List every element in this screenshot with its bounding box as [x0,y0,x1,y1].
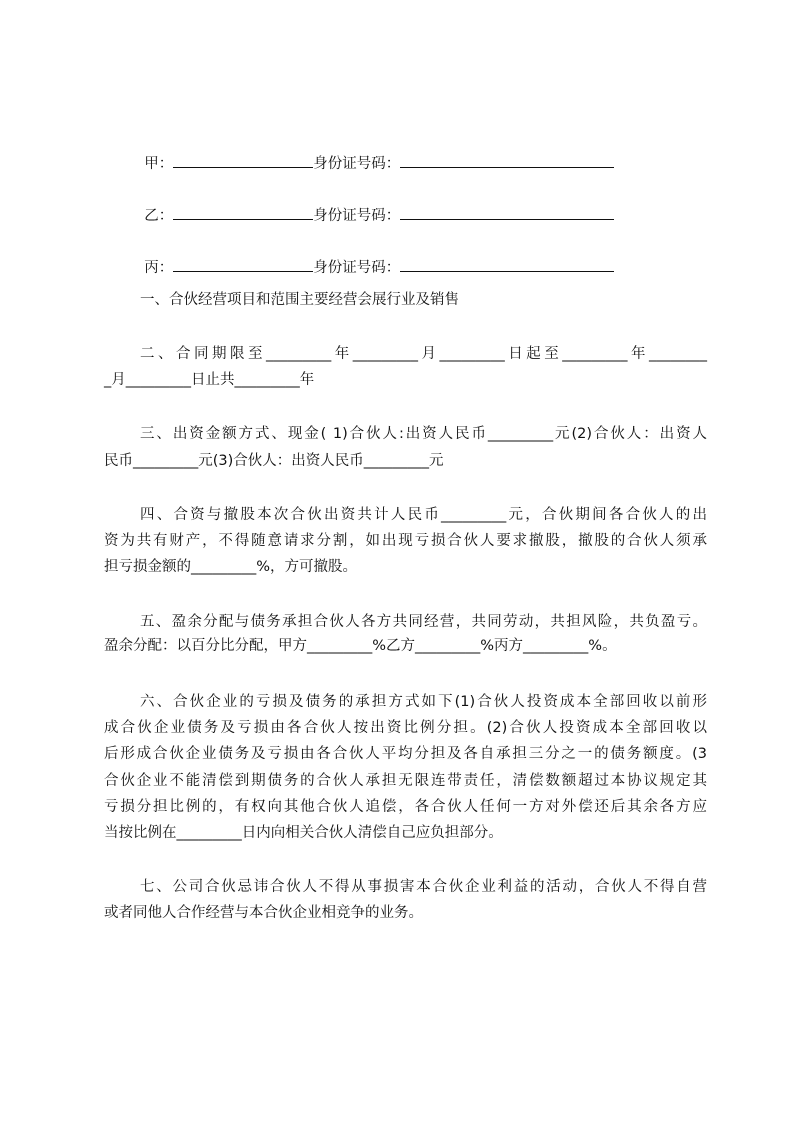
text-line: 当按比例在_________日内向相关合伙人清偿自己应负担部分。 [104,825,503,841]
text-line: 或者同他人合作经营与本合伙企业相竞争的业务。 [104,905,423,921]
id-label: 身份证号码： [313,156,401,172]
text-line: 一、合伙经营项目和范围主要经营会展行业及销售 [140,292,459,308]
name-blank[interactable] [173,152,313,168]
text-line: 担亏损金额的_________%，方可撤股。 [104,559,358,575]
id-blank[interactable] [400,256,614,272]
text-line: 盈余分配：以百分比分配，甲方_________%乙方_________%丙方_________%。 [104,638,617,654]
text-line: 亏损分担比例的，有权向其他合伙人追偿，各合伙人任何一方对外偿还后其余各方应 [104,799,707,815]
id-label: 身份证号码： [313,260,401,276]
party-yi [135,184,614,224]
text-line: 合伙企业不能清偿到期债务的合伙人承担无限连带责任，清偿数额超过本协议规定其 [104,773,707,789]
text-line: 后形成合伙企业债务及亏损由各合伙人平均分担及各自承担三分之一的债务额度。(3 [104,746,707,762]
id-blank[interactable] [400,152,614,168]
party-bing [135,236,614,276]
party-label: 丙： [144,260,174,276]
party-label: 乙： [144,208,174,224]
text-line: 二、合同期限至_________年_________月_________日起至_________年________ [140,346,707,362]
text-line: 资为共有财产，不得随意请求分割，如出现亏损合伙人要求撤股，撤股的合伙人须承 [104,533,707,549]
text-line: 成合伙企业债务及亏损由各合伙人按出资比例分担。(2)合伙人投资成本全部回收以 [104,720,707,736]
name-blank[interactable] [173,204,313,220]
text-line: _月_________日止共_________年 [104,372,315,388]
party-jia [135,132,614,172]
text-line: 三、出资金额方式、现金( 1)合伙人:出资人民币_________元(2)合伙人：出资人 [140,426,707,442]
id-label: 身份证号码： [313,208,401,224]
text-line: 五、盈余分配与债务承担合伙人各方共同经营，共同劳动，共担风险，共负盈亏。 [140,614,707,630]
id-blank[interactable] [400,204,614,220]
text-line: 六、合伙企业的亏损及债务的承担方式如下(1)合伙人投资成本全部回收以前形 [140,694,707,710]
name-blank[interactable] [173,256,313,272]
text-line: 七、公司合伙忌讳合伙人不得从事损害本合伙企业利益的活动，合伙人不得自营 [140,879,707,895]
party-label: 甲： [144,156,174,172]
text-line: 民币_________元(3)合伙人：出资人民币_________元 [104,453,444,469]
text-line: 四、合资与撤股本次合伙出资共计人民币_________元，合伙期间各合伙人的出 [140,507,707,523]
